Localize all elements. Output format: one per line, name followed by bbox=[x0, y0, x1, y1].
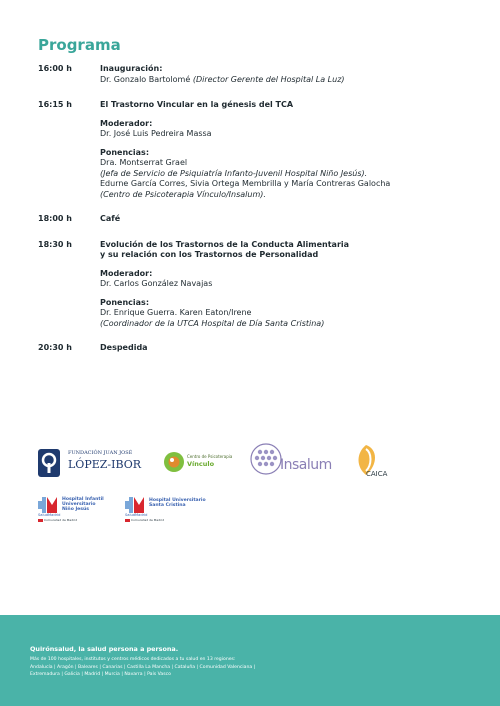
program-title: y su relación con los Trastornos de Personalidad bbox=[100, 250, 319, 259]
insalum-emblem-icon bbox=[250, 441, 284, 477]
program-title: Inauguración: bbox=[100, 64, 163, 73]
santa-cristina-logo bbox=[125, 497, 215, 525]
footer-title: Quirónsalud, la salud persona a persona. bbox=[30, 645, 179, 653]
program-title: Evolución de los Trastornos de la Conducta Alimentaria bbox=[100, 239, 350, 249]
moderator-name: Dr. José Luis Pedreira Massa bbox=[100, 129, 212, 138]
program-time: 16:00 h bbox=[38, 64, 72, 73]
comunidad-flag-icon bbox=[125, 519, 130, 522]
speaker-name: Dra. Montserrat Grael bbox=[100, 158, 188, 167]
speaker-affiliation: (Director Gerente del Hospital La Luz) bbox=[192, 74, 345, 84]
moderator-name: Dr. Carlos González Navajas bbox=[100, 279, 213, 288]
speaker-name: Dr. Gonzalo Bartolomé bbox=[100, 74, 191, 84]
footer-line: Extremadura | Galicia | Madrid | Murcia | Navarra | País Vasco bbox=[30, 672, 171, 677]
program-title: Café bbox=[100, 214, 121, 223]
lopez-ibor-emblem-icon bbox=[38, 449, 60, 477]
comunidad-flag-icon bbox=[38, 519, 43, 522]
salud-madrid-icon bbox=[125, 497, 147, 513]
program-item bbox=[38, 343, 468, 354]
comunidad-text: Comunidad de Madrid bbox=[44, 518, 78, 522]
caica-text: CAICA bbox=[366, 470, 388, 478]
vinculo-emblem-icon bbox=[163, 451, 185, 473]
moderator-label: Moderador: bbox=[100, 268, 153, 278]
program-item bbox=[38, 100, 468, 200]
speaker-affiliation: (Jefa de Servicio de Psiquiatría Infanto-Juvenil Hospital Niño Jesús). bbox=[100, 168, 368, 178]
nino-jesus-line-1: Hospital Infantil bbox=[62, 497, 104, 502]
footer-line: Andalucía | Aragón | Baleares | Canarias | Castilla La Mancha | Cataluña | Comunidad Valenciana | bbox=[30, 664, 256, 670]
program-item bbox=[38, 214, 468, 225]
lopez-ibor-logo bbox=[38, 446, 148, 480]
salud-madrid-icon bbox=[38, 497, 60, 513]
page-title: Programa bbox=[38, 36, 121, 54]
speaker-name: Edurne García Corres, Sivia Ortega Membrilla y María Contreras Galocha bbox=[100, 179, 391, 188]
speaker-affiliation: (Centro de Psicoterapia Vínculo/Insalum). bbox=[100, 189, 266, 199]
vinculo-logo bbox=[163, 448, 243, 478]
footer-line: Más de 100 hospitales, institutos y centros médicos dedicados a tu salud en 13 regiones: bbox=[30, 657, 236, 662]
footer-band bbox=[0, 615, 500, 706]
program-item bbox=[38, 64, 468, 85]
lopez-ibor-big-text: LÓPEZ-IBOR bbox=[68, 458, 142, 471]
nino-jesus-logo bbox=[38, 497, 118, 525]
program-list bbox=[38, 64, 468, 354]
salud-madrid-text: SaludMadrid bbox=[38, 513, 61, 517]
program-title: El Trastorno Vincular en la génesis del TCA bbox=[100, 100, 294, 109]
comunidad-text: Comunidad de Madrid bbox=[131, 518, 165, 522]
talks-label: Ponencias: bbox=[100, 147, 150, 157]
program-time: 18:00 h bbox=[38, 214, 72, 223]
insalum-logo bbox=[250, 441, 345, 481]
program-title: Despedida bbox=[100, 343, 148, 352]
lopez-ibor-small-text: FUNDACIÓN JUAN JOSÉ bbox=[68, 450, 133, 456]
talks-label: Ponencias: bbox=[100, 297, 150, 307]
program-time: 20:30 h bbox=[38, 343, 72, 352]
vinculo-small-text: Centro de Psicoterapia bbox=[187, 454, 233, 459]
program-time: 16:15 h bbox=[38, 100, 72, 109]
santa-cristina-line-2: Santa Cristina bbox=[149, 503, 186, 508]
caica-logo bbox=[352, 443, 397, 483]
salud-madrid-text: SaludMadrid bbox=[125, 513, 148, 517]
program-item bbox=[38, 240, 468, 330]
santa-cristina-line-1: Hospital Universitario bbox=[149, 498, 206, 503]
moderator-label: Moderador: bbox=[100, 118, 153, 128]
insalum-text: Insalum bbox=[280, 457, 332, 473]
vinculo-big-text: Vínculo bbox=[187, 460, 215, 468]
speaker-name: Dr. Enrique Guerra. Karen Eaton/Irene bbox=[100, 308, 252, 317]
nino-jesus-line-3: Niño Jesús bbox=[62, 507, 90, 512]
program-time: 18:30 h bbox=[38, 239, 72, 249]
nino-jesus-line-2: Universitario bbox=[62, 502, 96, 507]
speaker-affiliation: (Coordinador de la UTCA Hospital de Día Santa Cristina) bbox=[100, 318, 325, 328]
